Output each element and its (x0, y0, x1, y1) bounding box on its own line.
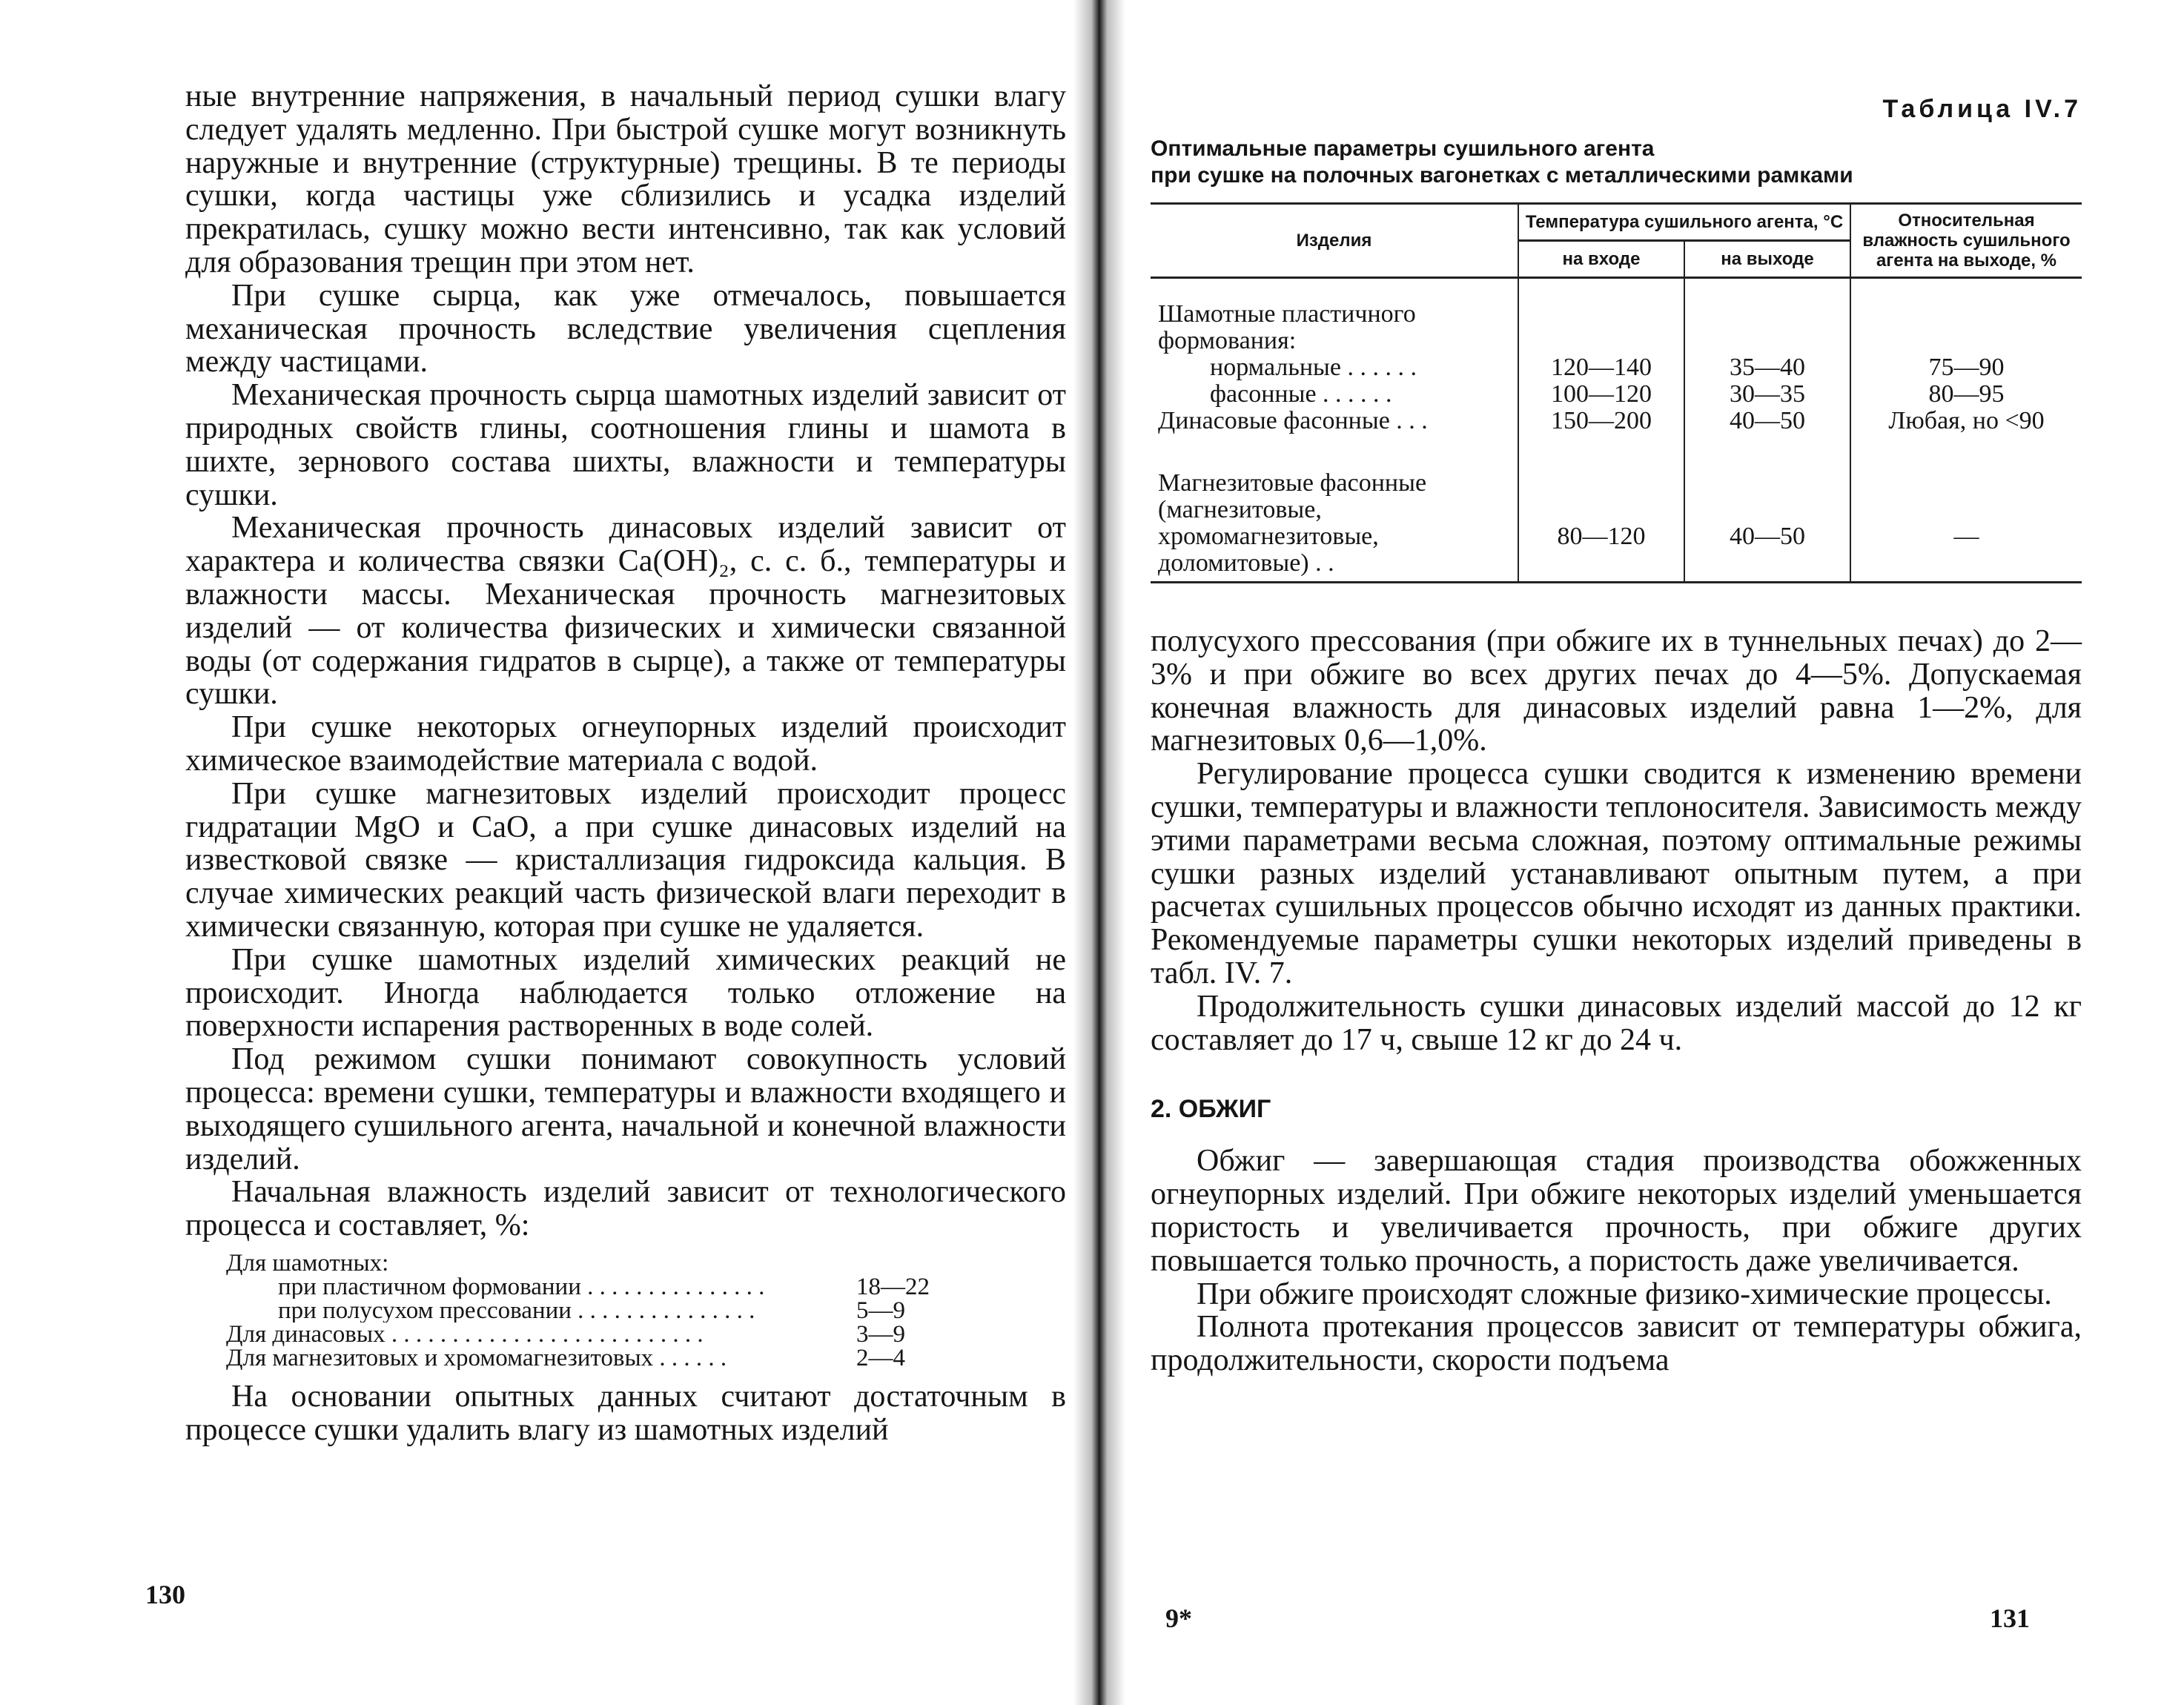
cell-value: — (1953, 523, 1979, 550)
table-cell-humidity (1850, 278, 2082, 583)
list-item-label: при полусухом прессовании . . . . . . . . . . . . . . . (278, 1298, 755, 1322)
right-text-column (1151, 95, 2082, 1377)
left-page (0, 0, 1082, 1705)
row-group-label: Шамотные пластичного формования: (1158, 300, 1416, 354)
table-row (1151, 278, 2082, 583)
paragraph: При сушке сырца, как уже отмечалось, повышается механическая прочность вследствие увеличения сцепления между частицами. (185, 278, 1066, 380)
cell-value: 40—50 (1730, 523, 1805, 550)
cell-value: 100—120 (1551, 381, 1652, 408)
cell-value: Любая, но <90 (1888, 407, 2045, 434)
list-item-value: 3—9 (856, 1320, 905, 1348)
section-heading: 2. ОБЖИГ (1151, 1095, 1271, 1124)
list-item (226, 1346, 945, 1370)
list-item-label: Для магнезитовых и хромомагнезитовых . . . . . . (226, 1345, 727, 1370)
row-label: фасонные . . . . . . (1210, 381, 1392, 408)
left-text-column (185, 80, 1066, 1446)
list-item (226, 1299, 945, 1322)
paragraph: Обжиг — завершающая стадия производства обожженных огнеупорных изделий. При обжиге некоторых изделий уменьшается пористость и увеличивается прочность, при обжиге других повышается только прочность, а пористость даже увеличивается. (1151, 1144, 2082, 1278)
drying-parameters-table (1151, 202, 2082, 583)
list-item (226, 1251, 945, 1275)
cell-value: 80—95 (1928, 381, 2005, 408)
paragraph: Полнота протекания процессов зависит от температуры обжига, продолжительности, скорости подъема (1151, 1310, 2082, 1378)
cell-value: 35—40 (1730, 354, 1805, 381)
page-number: 131 (1990, 1603, 2030, 1633)
signature-mark: 9* (1165, 1603, 1192, 1633)
row-label: Динасовые фасонные . . . (1158, 408, 1428, 434)
list-item-value: 2—4 (856, 1344, 905, 1371)
paragraph: При сушке магнезитовых изделий происходит процесс гидратации MgO и CaO, а при сушке динасовых изделий на известковой связке — кристаллизация гидроксида кальция. В случае химических реакций часть физической влаги переходит в химически связанную, которая при сушке не удаляется. (185, 776, 1066, 944)
list-item (226, 1322, 945, 1346)
cell-value: 150—200 (1551, 408, 1652, 434)
paragraph: ные внутренние напряжения, в начальный период сушки влагу следует удалять медленно. При быстрой сушке могут возникнуть наружные и внутренние (структурные) трещины. В те периоды сушки, когда частицы уже сблизились и усадка изделий прекратилась, сушку можно вести интенсивно, так как условий для образования трещин при этом нет. (185, 79, 1066, 279)
list-item-value: 5—9 (856, 1297, 905, 1324)
list-item-label: при пластичном формовании . . . . . . . . . . . . . . . (278, 1274, 765, 1299)
moisture-list (226, 1251, 1066, 1370)
list-item (226, 1275, 945, 1299)
column-header-humidity: Относительная влажность сушильного агента на выходе, % (1850, 204, 2082, 278)
table-cell-outlet (1684, 278, 1850, 583)
paragraph: Регулирование процесса сушки сводится к изменению времени сушки, температуры и влажности теплоносителя. Зависимость между этими параметрами весьма сложная, поэтому оптимальные режимы сушки разных изделий устанавливают опытным путем, а при расчетах сушильных процессов обычно исходят из данных практики. Рекомендуемые параметры сушки некоторых изделий приведены в табл. IV. 7. (1151, 757, 2082, 990)
paragraph: полусухого прессования (при обжиге их в туннельных печах) до 2—3% и при обжиге во всех других печах до 4—5%. Допускаемая конечная влажность для динасовых изделий равна 1—2%, для магнезитовых 0,6—1,0%. (1151, 624, 2082, 758)
table-cell-inlet (1518, 278, 1684, 583)
table-caption: Таблица IV.7 (1882, 95, 2082, 123)
table-cell-product (1151, 278, 1518, 583)
cell-value: 80—120 (1557, 523, 1646, 550)
cell-value: 75—90 (1928, 354, 2005, 381)
paragraph: Механическая прочность сырца шамотных изделий зависит от природных свойств глины, соотношения глины и шамота в шихте, зернового состава шихты, влажности и температуры сушки. (185, 378, 1066, 512)
cell-value: 30—35 (1730, 381, 1805, 408)
column-header-temperature: Температура сушильного агента, °С (1518, 204, 1850, 241)
column-header-outlet: на выходе (1684, 241, 1850, 278)
table-title (1151, 136, 2082, 189)
list-item-label: Для шамотных: (226, 1251, 389, 1275)
list-item-value: 18—22 (856, 1273, 930, 1300)
paragraph: Под режимом сушки понимают совокупность условий процесса: времени сушки, температуры и влажности входящего и выходящего сушильного агента, начальной и конечной влажности изделий. (185, 1042, 1066, 1176)
cell-value: 40—50 (1730, 408, 1805, 434)
column-header-inlet: на входе (1518, 241, 1684, 278)
paragraph: Начальная влажность изделий зависит от технологического процесса и составляет, %: (185, 1175, 1066, 1243)
paragraph: При сушке шамотных изделий химических реакций не происходит. Иногда наблюдается только отложение на поверхности испарения растворенных в воде солей. (185, 942, 1066, 1044)
page-number: 130 (145, 1580, 185, 1609)
paragraph: На основании опытных данных считают достаточным в процессе сушки удалить влагу из шамотных изделий (185, 1379, 1066, 1447)
paragraph: Продолжительность сушки динасовых изделий массой до 12 кг составляет до 17 ч, свыше 12 кг до 24 ч. (1151, 989, 2082, 1057)
paragraph: При сушке некоторых огнеупорных изделий происходит химическое взаимодействие материала с водой. (185, 710, 1066, 778)
row-label: нормальные . . . . . . (1210, 354, 1417, 381)
cell-value: 120—140 (1551, 354, 1652, 381)
paragraph: Механическая прочность динасовых изделий зависит от характера и количества связки Ca(OH)₂, с. с. б., температуры и влажности массы. Механическая прочность магнезитовых изделий — от количества физических и химически связанной воды (от содержания гидратов в сырце), а также от температуры сушки. (185, 511, 1066, 712)
table-title-line: при сушке на полочных вагонетках с металлическими рамками (1151, 163, 1853, 188)
right-page (1082, 0, 2184, 1705)
paragraph: При обжиге происходят сложные физико-химические процессы. (1197, 1277, 2052, 1311)
column-header-product: Изделия (1151, 204, 1518, 278)
row-label: Магнезитовые фасонные (магнезитовые, хромомагнезитовые, доломитовые) . . (1158, 469, 1427, 577)
table-title-line: Оптимальные параметры сушильного агента (1151, 136, 1655, 161)
list-item-label: Для динасовых . . . . . . . . . . . . . . . . . . . . . . . . . . (226, 1322, 704, 1346)
